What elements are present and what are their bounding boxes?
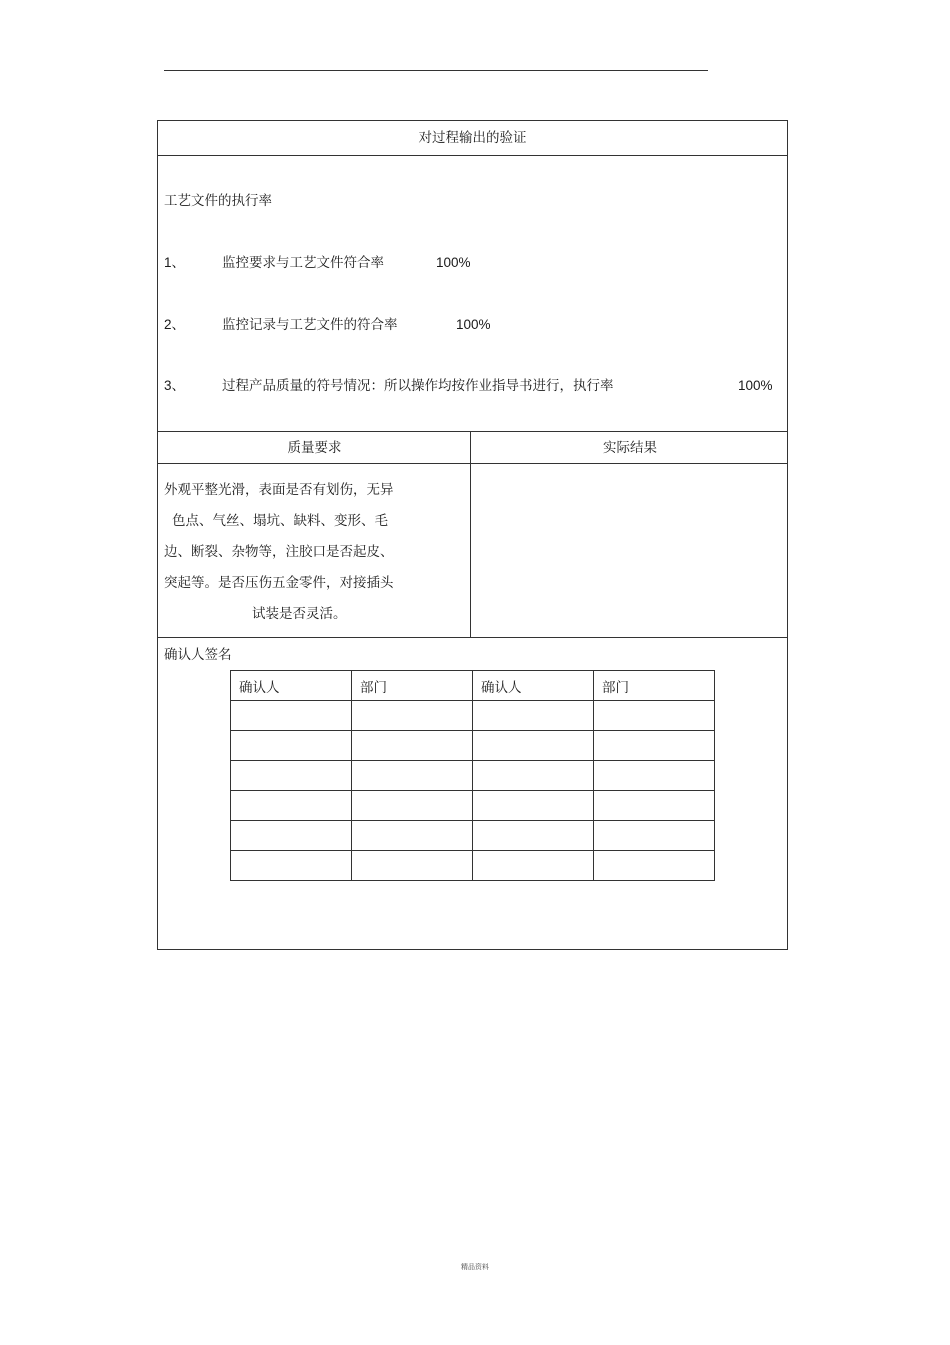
item-value: 100%	[456, 317, 491, 332]
divider	[158, 155, 787, 156]
table-cell[interactable]	[231, 731, 352, 761]
table-header-cell: 确认人	[473, 671, 594, 701]
table-row	[231, 791, 715, 821]
table-cell[interactable]	[352, 701, 473, 731]
item-index: 1、	[164, 255, 186, 270]
verification-form	[157, 120, 788, 950]
quality-header: 质量要求	[287, 440, 342, 456]
item-value: 100%	[436, 255, 471, 270]
page-footer: 精品资料	[461, 1263, 489, 1271]
signature-table	[230, 670, 715, 881]
table-header-cell: 部门	[594, 671, 715, 701]
quality-line: 色点、气丝、塌坑、缺料、变形、毛	[172, 513, 388, 529]
table-cell[interactable]	[594, 821, 715, 851]
table-cell[interactable]	[473, 731, 594, 761]
table-row	[231, 671, 715, 701]
item-value: 100%	[738, 378, 773, 393]
quality-line: 突起等。是否压伤五金零件，对接插头	[164, 575, 394, 591]
divider	[158, 463, 787, 464]
table-row	[231, 851, 715, 881]
table-cell[interactable]	[231, 761, 352, 791]
table-row	[231, 761, 715, 791]
table-cell[interactable]	[352, 761, 473, 791]
table-row	[231, 701, 715, 731]
table-cell[interactable]	[594, 851, 715, 881]
quality-line: 外观平整光滑，表面是否有划伤，无异	[164, 482, 394, 498]
table-row	[231, 821, 715, 851]
table-cell[interactable]	[352, 821, 473, 851]
item-index: 2、	[164, 317, 186, 332]
table-cell[interactable]	[231, 791, 352, 821]
form-title: 对过程输出的验证	[418, 130, 527, 146]
table-cell[interactable]	[594, 701, 715, 731]
table-cell[interactable]	[473, 761, 594, 791]
section-heading: 工艺文件的执行率	[164, 193, 272, 209]
header-rule	[164, 70, 708, 71]
table-header-cell: 确认人	[231, 671, 352, 701]
item-text: 过程产品质量的符号情况：所以操作均按作业指导书进行，执行率	[222, 378, 614, 394]
table-cell[interactable]	[231, 821, 352, 851]
item-text: 监控要求与工艺文件符合率	[222, 255, 384, 271]
quality-requirements	[164, 475, 410, 630]
signature-title: 确认人签名	[164, 647, 232, 663]
table-cell[interactable]	[473, 851, 594, 881]
result-header: 实际结果	[603, 440, 657, 456]
table-cell[interactable]	[231, 701, 352, 731]
table-cell[interactable]	[352, 791, 473, 821]
table-cell[interactable]	[594, 761, 715, 791]
table-header-cell: 部门	[352, 671, 473, 701]
table-cell[interactable]	[352, 731, 473, 761]
item-text: 监控记录与工艺文件的符合率	[222, 317, 398, 333]
table-cell[interactable]	[594, 731, 715, 761]
quality-line: 试装是否灵活。	[252, 606, 347, 622]
quality-line: 边、断裂、杂物等，注胶口是否起皮、	[164, 544, 394, 560]
table-cell[interactable]	[231, 851, 352, 881]
table-cell[interactable]	[352, 851, 473, 881]
table-cell[interactable]	[594, 791, 715, 821]
table-cell[interactable]	[473, 701, 594, 731]
table-cell[interactable]	[473, 791, 594, 821]
item-index: 3、	[164, 378, 186, 393]
divider	[158, 637, 787, 638]
table-cell[interactable]	[473, 821, 594, 851]
divider	[158, 431, 787, 432]
table-row	[231, 731, 715, 761]
